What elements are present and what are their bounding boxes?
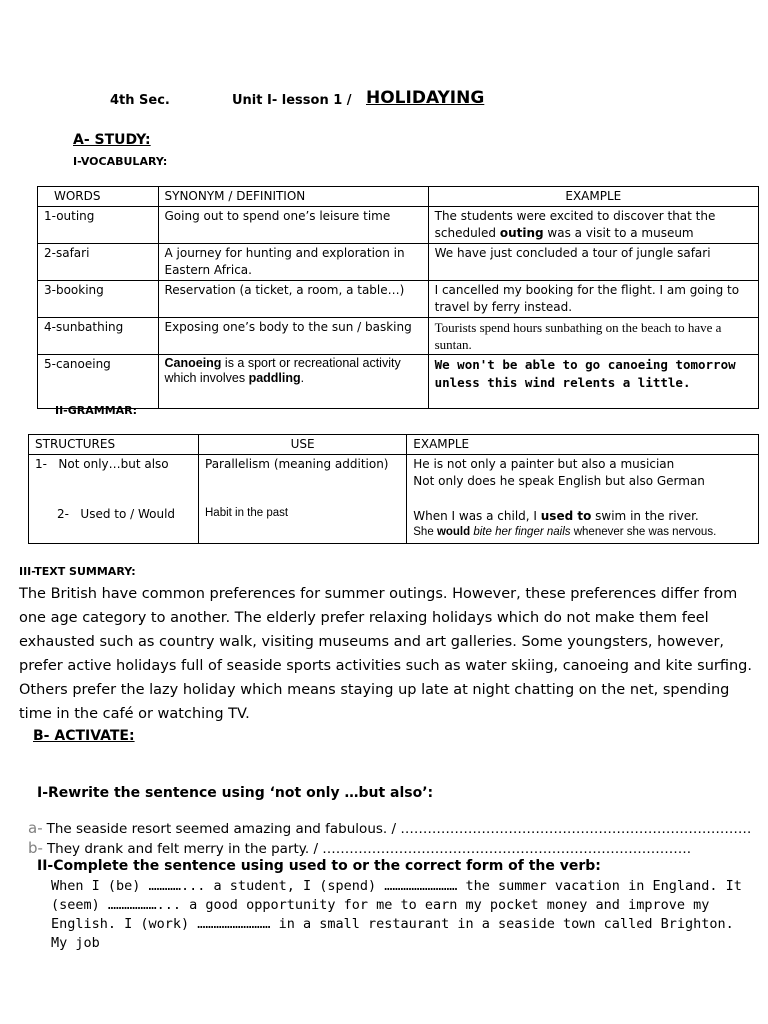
- example-text: The students were excited to discover that the scheduled: [434, 209, 716, 240]
- example-line: Not only does he speak English but also German: [413, 474, 705, 488]
- example-cell: We won't be able to go canoeing tomorrow unless this wind relents a little.: [428, 355, 758, 409]
- text-summary-heading: III-TEXT SUMMARY:: [19, 565, 136, 578]
- example-line: [413, 508, 752, 525]
- item-letter: b-: [28, 839, 43, 857]
- section-b-title: B- ACTIVATE:: [33, 728, 135, 744]
- exercise-1-title: I-Rewrite the sentence using ‘not only …but also’:: [37, 785, 434, 801]
- text-summary: The British have common preferences for summer outings. However, these preferences differ from one age category to another. The elderly prefer relaxing holidays which do not make them feel exhausted such as country walk, visiting museums and art galleries. Some youngsters, however, prefer active holidays full of seaside sports activities such as water skiing, canoeing and kite surfing. Others prefer the lazy holiday which means staying up late at night chatting on the net, spending time in the café or watching TV.: [19, 586, 752, 722]
- item-text: They drank and felt merry in the party. / ……………………………………………………………………….: [46, 841, 692, 857]
- example-keyword: outing: [499, 226, 544, 240]
- example-keyword: would: [436, 526, 471, 538]
- unit-label: Unit I- lesson 1 /: [232, 93, 352, 108]
- example-italic: bite her finger nails: [470, 526, 571, 538]
- column-header-use: USE: [199, 435, 407, 455]
- structures-cell: [29, 455, 199, 544]
- definition-cell: Reservation (a ticket, a room, a table…): [158, 281, 428, 318]
- example-text: When I was a child, I: [413, 509, 541, 523]
- section-a-title: A- STUDY:: [73, 132, 151, 148]
- word-cell: 5-canoeing: [38, 355, 159, 409]
- exercise-2-paragraph: When I (be) …………... a student, I (spend) ……………………… the summer vacation in England. It (seem) ………………... a good opportunity for me to earn my pocket money and improve my English. I (work) ……………………… in a small restaurant in a seaside town called Brighton. My job: [51, 878, 742, 951]
- table-row: [38, 318, 759, 355]
- level-label: 4th Sec.: [110, 93, 170, 108]
- word-cell: 3-booking: [38, 281, 159, 318]
- grammar-table: [28, 434, 759, 544]
- table-row: [38, 281, 759, 318]
- use-item: Habit in the past: [205, 507, 289, 519]
- example-line: [413, 525, 752, 542]
- vocabulary-heading: I-VOCABULARY:: [73, 155, 168, 168]
- vocabulary-header-row: [38, 187, 759, 207]
- column-header-definition: SYNONYM / DEFINITION: [158, 187, 428, 207]
- example-cell: I cancelled my booking for the flight. I am going to travel by ferry instead.: [428, 281, 758, 318]
- structure-item: 2- Used to / Would: [57, 507, 176, 521]
- exercise-1-item-a: [28, 819, 751, 837]
- vocabulary-table: [37, 186, 759, 409]
- page-title: HOLIDAYING: [366, 88, 485, 108]
- example-keyword: used to: [540, 509, 592, 523]
- word-cell: 2-safari: [38, 244, 159, 281]
- table-row: [38, 244, 759, 281]
- example-cell: Tourists spend hours sunbathing on the beach to have a suntan.: [428, 318, 758, 355]
- definition-cell: [158, 355, 428, 409]
- exercise-2-title: II-Complete the sentence using used to or the correct form of the verb:: [37, 858, 601, 874]
- column-header-words: WORDS: [38, 187, 159, 207]
- example-cell: [407, 455, 759, 544]
- use-item: Parallelism (meaning addition): [205, 457, 389, 471]
- definition-text: .: [300, 371, 305, 385]
- table-row: [38, 355, 759, 409]
- example-text: was a visit to a museum: [543, 226, 694, 240]
- definition-text: is a sport or recreational activity which involves: [164, 356, 401, 385]
- column-header-example: EXAMPLE: [407, 435, 759, 455]
- grammar-header-row: [29, 435, 759, 455]
- definition-keyword: Canoeing: [164, 356, 222, 370]
- definition-cell: Going out to spend one’s leisure time: [158, 207, 428, 244]
- definition-keyword: paddling: [248, 371, 301, 385]
- table-row: [38, 207, 759, 244]
- exercise-1-item-b: [28, 839, 691, 857]
- example-text: swim in the river.: [591, 509, 699, 523]
- column-header-structures: STRUCTURES: [29, 435, 199, 455]
- example-text: whenever she was nervous.: [570, 526, 717, 538]
- structure-item: 1- Not only…but also: [35, 457, 169, 471]
- example-cell: [428, 207, 758, 244]
- grammar-heading: II-GRAMMAR:: [55, 404, 138, 417]
- example-cell: We have just concluded a tour of jungle safari: [428, 244, 758, 281]
- example-text: She: [413, 526, 437, 538]
- item-text: The seaside resort seemed amazing and fabulous. / ……………………………………………………………………: [46, 821, 752, 837]
- word-cell: 4-sunbathing: [38, 318, 159, 355]
- item-letter: a-: [28, 819, 43, 837]
- definition-cell: A journey for hunting and exploration in Eastern Africa.: [158, 244, 428, 281]
- column-header-example: EXAMPLE: [428, 187, 758, 207]
- word-cell: 1-outing: [38, 207, 159, 244]
- table-row: [29, 455, 759, 544]
- example-line: He is not only a painter but also a musician: [413, 457, 675, 471]
- definition-cell: Exposing one’s body to the sun / basking: [158, 318, 428, 355]
- use-cell: [199, 455, 407, 544]
